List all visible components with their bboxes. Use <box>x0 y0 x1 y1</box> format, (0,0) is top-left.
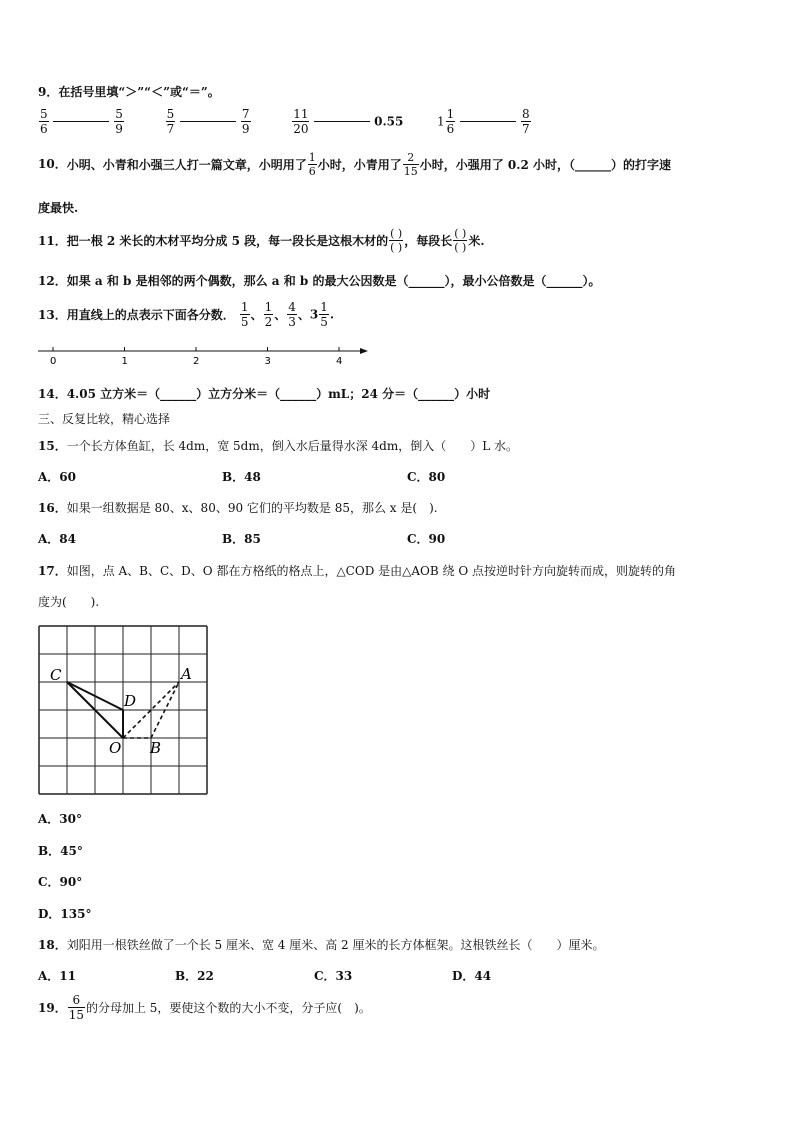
q18-option-a[interactable]: A．11 <box>38 969 77 983</box>
q17-text: 如图，点 A、B、C、D、O 都在方格纸的格点上，△COD 是由△AOB 绕 O 点按逆时针方向旋转而成，则旋转的角 <box>66 564 676 578</box>
q18-number: 18． <box>38 938 67 952</box>
q18-stem <box>38 936 605 953</box>
q9-item3-right-value: 0.55 <box>374 114 404 129</box>
number-line-tick-label: 2 <box>193 356 200 367</box>
q10-fraction-xiaoming: $\frac{1}{6}$ <box>308 151 316 178</box>
q17-grid-figure <box>36 622 212 796</box>
q19-number: 19． <box>38 1001 67 1015</box>
q12-text: 如果 a 和 b 是相邻的两个偶数，那么 a 和 b 的最大公因数是（______），最小公倍数是（______）。 <box>66 274 601 288</box>
q18-option-c[interactable]: C．33 <box>314 969 353 983</box>
q16-option-a[interactable]: A．84 <box>38 532 77 546</box>
q16-number: 16． <box>38 501 67 515</box>
q17-line2: 度为( ). <box>38 595 100 609</box>
q16-option-b[interactable]: B．85 <box>222 532 261 546</box>
q19-fraction: $\frac{6}{15}$ <box>68 993 84 1022</box>
q14-stem <box>38 385 490 402</box>
q9-item4-left-fraction: $\frac{1}{6}$ <box>446 107 455 136</box>
q16-stem <box>38 499 438 516</box>
q13-fraction-4-whole: 3 <box>309 307 319 322</box>
q9-item4-whole: 1 <box>437 114 445 129</box>
q11-fraction-blank-2[interactable]: $\frac{( )}{( )}$ <box>454 227 467 254</box>
label-A: A <box>181 665 192 683</box>
q9-item2-right-fraction: $\frac{7}{9}$ <box>241 107 250 136</box>
section-3-heading: 三、反复比较，精心选择 <box>38 412 171 426</box>
q13-separator: 、 <box>250 308 263 322</box>
number-line-tick-label: 4 <box>336 356 343 367</box>
q15-option-b[interactable]: B．48 <box>222 470 261 484</box>
q9-comparison-row <box>38 108 532 135</box>
number-line-arrow <box>360 348 368 354</box>
q17-stem <box>38 562 676 579</box>
q17-number: 17． <box>38 564 67 578</box>
q13-separator: 、 <box>274 308 287 322</box>
number-line-tick-label: 3 <box>264 356 271 367</box>
q9-number: 9． <box>38 85 59 99</box>
q10-text-part4: ）的打字速 <box>610 158 671 172</box>
q9-item3-left-fraction: $\frac{11}{20}$ <box>293 107 309 136</box>
q16-text: 如果一组数据是 80、x、80、90 它们的平均数是 85，那么 x 是( ). <box>66 501 438 515</box>
q10-line2: 度最快. <box>38 201 79 215</box>
q19-text: 的分母加上 5，要使这个数的大小不变，分子应( )。 <box>85 1001 371 1015</box>
q10-text-part1: 小明、小青和小强三人打一篇文章，小明用了 <box>66 158 307 172</box>
q15-option-a[interactable]: A．60 <box>38 470 77 484</box>
q13-fraction-4: $\frac{1}{5}$ <box>320 300 328 329</box>
q18-option-d[interactable]: D．44 <box>452 969 492 983</box>
q14-text: 4.05 立方米＝（______）立方分米＝（______）mL；24 分＝（______）小时 <box>66 387 491 401</box>
number-line-tick-label: 1 <box>121 356 128 367</box>
q15-number: 15． <box>38 439 67 453</box>
q11-text-part1: 把一根 2 米长的木材平均分成 5 段，每一段长是这根木材的 <box>66 234 389 248</box>
q9-stem <box>38 83 220 100</box>
q13-number: 13． <box>38 308 67 322</box>
q10-stem <box>38 152 671 177</box>
q17-option-b[interactable]: B．45° <box>38 844 83 858</box>
q10-answer-blank[interactable]: ______ <box>574 157 611 172</box>
q17-option-c[interactable]: C．90° <box>38 875 83 889</box>
q13-text: 用直线上的点表示下面各分数． <box>66 308 235 322</box>
q18-option-b[interactable]: B．22 <box>175 969 214 983</box>
q17-option-a[interactable]: A．30° <box>38 812 83 826</box>
q12-stem <box>38 272 600 289</box>
q9-item2-left-fraction: $\frac{5}{7}$ <box>166 107 175 136</box>
q13-stem <box>38 301 334 328</box>
q13-separator: 、 <box>297 308 310 322</box>
label-D: D <box>124 692 137 710</box>
q16-option-c[interactable]: C．90 <box>407 532 446 546</box>
q9-item1-answer-blank[interactable] <box>53 121 109 122</box>
label-O: O <box>109 739 122 757</box>
q13-fraction-2: $\frac{1}{2}$ <box>264 300 273 329</box>
q12-number: 12． <box>38 274 67 288</box>
q10-number: 10． <box>38 157 67 171</box>
q13-fraction-3: $\frac{4}{3}$ <box>288 300 296 329</box>
q9-item1-right-fraction: $\frac{5}{9}$ <box>115 107 123 136</box>
q17-option-d[interactable]: D．135° <box>38 907 92 921</box>
q15-option-c[interactable]: C．80 <box>407 470 446 484</box>
q13-number-line <box>36 342 371 368</box>
q11-fraction-blank-1[interactable]: $\frac{( )}{( )}$ <box>390 227 403 254</box>
q15-stem <box>38 437 518 454</box>
q13-fraction-1: $\frac{1}{5}$ <box>240 300 249 329</box>
q18-text: 刘阳用一根铁丝做了一个长 5 厘米、宽 4 厘米、高 2 厘米的长方体框架。这根铁丝长（ ）厘米。 <box>66 938 605 952</box>
q10-text-part3: 小时，小强用了 0.2 小时，（ <box>419 158 575 172</box>
q11-text-part2: ，每段长 <box>404 234 453 248</box>
label-C: C <box>50 666 62 684</box>
q9-item1-left-fraction: $\frac{5}{6}$ <box>40 107 48 136</box>
q11-text-part3: 米. <box>468 234 485 248</box>
q9-text: 在括号里填“＞”“＜”或“＝”。 <box>58 85 220 99</box>
q10-fraction-xiaoqing: $\frac{2}{15}$ <box>403 151 418 178</box>
q9-item3-answer-blank[interactable] <box>314 121 370 122</box>
q9-item2-answer-blank[interactable] <box>180 121 236 122</box>
q13-period: . <box>329 307 335 322</box>
q15-text: 一个长方体鱼缸，长 4dm，宽 5dm，倒入水后量得水深 4dm，倒入（ ）L 水。 <box>66 439 519 453</box>
q9-item4-answer-blank[interactable] <box>460 121 516 122</box>
q11-stem <box>38 228 485 253</box>
label-B: B <box>150 739 162 757</box>
q11-number: 11． <box>38 234 67 248</box>
q14-number: 14． <box>38 387 67 401</box>
q9-item4-right-fraction: $\frac{8}{7}$ <box>521 107 530 136</box>
q19-stem <box>38 994 371 1021</box>
q10-text-part2: 小时，小青用了 <box>317 158 402 172</box>
number-line-tick-label: 0 <box>50 356 57 367</box>
